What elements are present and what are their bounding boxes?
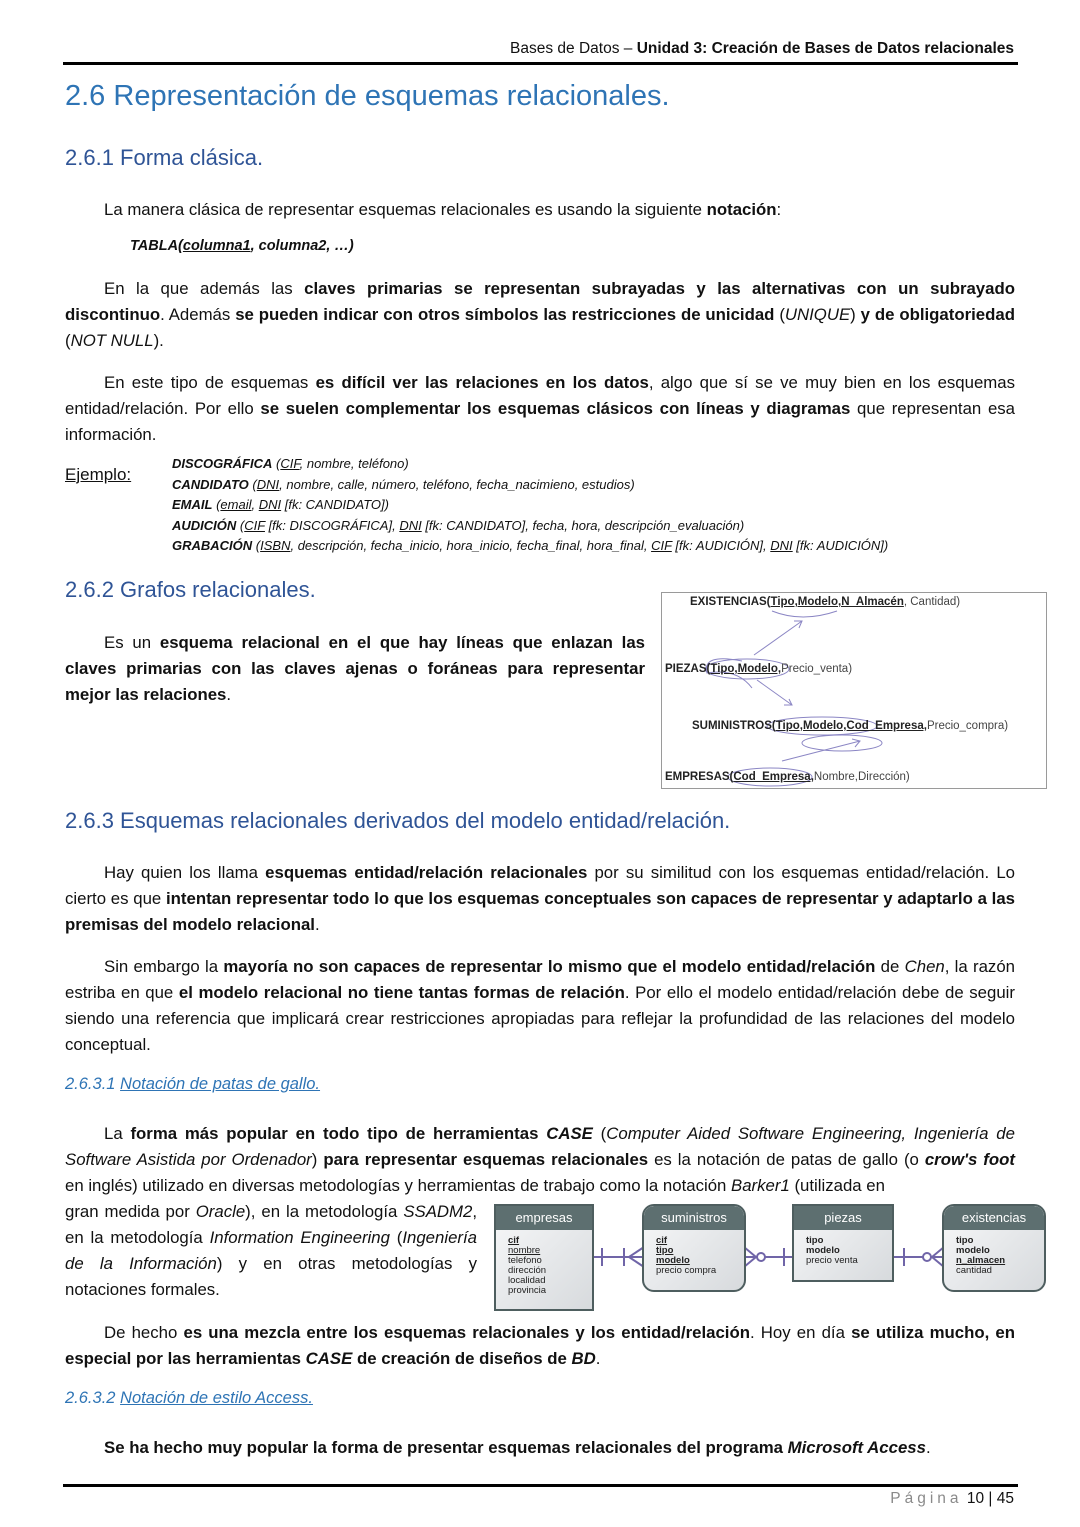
text-bold: se suelen complementar los esquemas clásicos con líneas y diagramas (260, 399, 851, 418)
text: ( (248, 476, 257, 492)
text-bold: el modelo relacional no tiene tantas formas de relación (178, 983, 625, 1002)
entity-key-field: tipo (956, 1235, 974, 1246)
notation-formula (130, 238, 354, 254)
text: (utilizada en (789, 1176, 885, 1195)
entity-field: precio compra (656, 1265, 717, 1276)
example-line (172, 454, 888, 475)
paragraph-notation-intro (65, 197, 1015, 223)
example-key: ISBN (260, 538, 291, 554)
text: Precio_compra) (926, 720, 1009, 732)
entity-piezas (792, 1204, 894, 1282)
text-bold: esquemas entidad/relación relacionales (265, 863, 588, 882)
text: , nombre, teléfono) (299, 456, 409, 471)
entity-key-field: modelo (806, 1245, 840, 1256)
heading-link[interactable]: Notación de estilo Access. (120, 1389, 313, 1407)
text-bold: notación (706, 200, 777, 219)
text: En la que además las (104, 279, 305, 298)
entity-key-field: cif (656, 1235, 668, 1246)
example-key: email (220, 497, 252, 513)
example-line (172, 475, 888, 496)
text: ( (65, 331, 71, 350)
entity-field: telefono (508, 1255, 542, 1266)
text: . Hoy en día (749, 1323, 852, 1342)
example-table: GRABACIÓN (172, 538, 253, 554)
entity-fields (944, 1230, 1044, 1276)
page-label: Página (890, 1490, 963, 1507)
formula-rest: , columna2, …) (250, 238, 354, 254)
header-rule (63, 62, 1018, 65)
text-italic: Chen (904, 957, 945, 976)
header-unit: Unidad 3: Creación de Bases de Datos relacionales (636, 40, 1014, 57)
text: PIEZAS( (665, 663, 711, 675)
text-bold-italic: CASE (305, 1349, 353, 1368)
text: [fk: AUDICIÓN], (671, 538, 771, 554)
entity-title: empresas (496, 1206, 592, 1230)
subsection-title-forma-clasica: 2.6.1 Forma clásica. (65, 145, 264, 170)
entity-key-field: tipo (806, 1235, 824, 1246)
entity-field: nombre (508, 1245, 541, 1256)
text: [fk: CANDIDATO], fecha, hora, descripción_evaluación) (421, 517, 745, 533)
text: . (595, 1349, 601, 1368)
subsection-title-er-derived: 2.6.3 Esquemas relacionales derivados del modelo entidad/relación. (65, 808, 731, 833)
entity-field: precio venta (806, 1255, 858, 1266)
example-key: DNI (770, 538, 793, 554)
graph-existencias (690, 596, 960, 608)
text: . (314, 915, 320, 934)
text: . (925, 1438, 931, 1457)
page-footer (890, 1490, 1014, 1508)
graph-keys: Tipo,Modelo,Cod_Empresa, (775, 720, 927, 732)
entity-key-field: cif (508, 1235, 520, 1246)
example-key: DNI (258, 497, 282, 513)
entity-title: suministros (644, 1206, 744, 1230)
text: En este tipo de esquemas (104, 373, 316, 392)
text: Nombre,Dirección) (813, 771, 910, 783)
entity-key-field: modelo (656, 1255, 690, 1266)
text-bold: claves primarias se representan subrayadas y las alternativas con un subrayado discontinuo (65, 279, 1015, 324)
paragraph-grafos (65, 630, 645, 708)
example-line (172, 536, 888, 557)
entity-field: dirección (508, 1265, 547, 1276)
entity-empresas (494, 1204, 594, 1311)
heading-link[interactable]: Notación de patas de gallo. (120, 1075, 321, 1093)
text: que representan esa información. (65, 399, 1015, 444)
example-table: AUDICIÓN (172, 517, 237, 533)
text: [fk: AUDICIÓN]) (792, 538, 889, 554)
page-total: 45 (996, 1490, 1014, 1507)
text: Es un (104, 633, 160, 652)
example-table: CANDIDATO (172, 476, 249, 492)
text: , en la metodología (65, 1202, 477, 1247)
paragraph-relations (65, 370, 1015, 448)
text-bold: y de obligatoriedad (860, 305, 1015, 324)
text: EMPRESAS( (665, 771, 734, 783)
graph-piezas (665, 663, 852, 675)
entity-key-field: n_almacen (956, 1255, 1006, 1266)
text: ). (153, 331, 164, 350)
text-bold-italic: crow's foot (924, 1150, 1015, 1169)
graph-arrows (662, 593, 1046, 788)
graph-keys: Tipo,Modelo,N_Almacén (770, 596, 904, 608)
text: Hay quien los llama (104, 863, 266, 882)
text: , algo que sí se ve muy bien en los esquemas entidad/relación. Por ello (65, 373, 1015, 418)
text: ) (850, 305, 861, 324)
subsection-title-grafos: 2.6.2 Grafos relacionales. (65, 577, 316, 602)
graph-suministros (692, 720, 1008, 732)
text-italic: SSADM2 (403, 1202, 473, 1221)
text: La (104, 1124, 131, 1143)
text: ), en la metodología (245, 1202, 404, 1221)
text: ( (252, 538, 261, 554)
formula-table: TABLA( (130, 238, 183, 254)
entity-existencias (942, 1204, 1046, 1292)
example-key: DNI (399, 517, 422, 533)
subsubsection-title-patas-gallo[interactable] (65, 1075, 320, 1094)
text-bold: mayoría no son capaces de representar lo mismo que el modelo entidad/relación (223, 957, 876, 976)
relational-graph-figure (661, 592, 1047, 789)
example-line (172, 516, 888, 537)
text-bold-italic: BD (571, 1349, 596, 1368)
graph-keys: Cod_Empresa, (733, 771, 814, 783)
text-bold: forma más popular en todo tipo de herramientas (130, 1124, 547, 1143)
text: Sin embargo la (104, 957, 224, 976)
example-key: DNI (256, 476, 280, 492)
section-title: 2.6 Representación de esquemas relacionales. (65, 80, 670, 112)
entity-fields (644, 1230, 744, 1276)
text: por su similitud con los esquemas entidad/relación. Lo cierto es que (65, 863, 1016, 908)
text: Precio_venta) (781, 663, 853, 675)
example-label: Ejemplo: (65, 465, 132, 484)
text: gran medida por (65, 1202, 196, 1221)
text-bold: esquema relacional en el que hay líneas que enlazan las claves primarias con las claves ajenas o foráneas para representar mejor las relaciones (65, 633, 645, 704)
subsubsection-title-access[interactable] (65, 1389, 313, 1408)
entity-field: localidad (508, 1275, 546, 1286)
paragraph-chen (65, 954, 1015, 1058)
entity-key-field: tipo (656, 1245, 674, 1256)
text-italic: NOT NULL (70, 331, 154, 350)
page-separator: | (984, 1490, 997, 1507)
paragraph-crows-foot-cont (65, 1199, 477, 1303)
text: , Cantidad) (903, 596, 961, 608)
example-key: CIF (280, 456, 300, 471)
entity-fields (794, 1230, 892, 1266)
page-number: 10 (966, 1490, 985, 1507)
entity-title: piezas (794, 1206, 892, 1230)
entity-title: existencias (944, 1206, 1044, 1230)
text: EXISTENCIAS( (690, 596, 771, 608)
text: ( (389, 1228, 403, 1247)
example-key: CIF (244, 517, 265, 533)
header-course: Bases de Datos – (510, 40, 637, 57)
example-list (172, 454, 888, 557)
text-bold: para representar esquemas relacionales (323, 1150, 649, 1169)
text-bold: Se ha hecho muy popular la forma de presentar esquemas relacionales del programa (104, 1438, 788, 1457)
text: ( (774, 305, 785, 324)
text: De hecho (104, 1323, 184, 1342)
running-header (510, 40, 1014, 58)
text-italic: Information Engineering (209, 1228, 390, 1247)
text: en inglés) utilizado en diversas metodologías y herramientas de trabajo como la notación (65, 1176, 732, 1195)
footer-rule (63, 1484, 1018, 1487)
text: . (226, 685, 232, 704)
text: . Además (160, 305, 236, 324)
heading-number: 2.6.3.2 (65, 1389, 121, 1407)
text: : (776, 200, 782, 219)
example-table: DISCOGRÁFICA (172, 456, 273, 471)
example-key: CIF (651, 538, 672, 554)
text: ( (592, 1124, 607, 1143)
formula-key: columna1 (182, 238, 251, 254)
text-italic: Computer Aided Software Engineering, Ingeniería de Software Asistida por Ordenador (65, 1124, 1015, 1169)
text: ) (311, 1150, 324, 1169)
text: de (875, 957, 905, 976)
text: [fk: CANDIDATO]) (281, 497, 389, 513)
heading-number: 2.6.3.1 (65, 1075, 121, 1093)
text-bold: intentan representar todo lo que los esquemas conceptuales son capaces de representar y adaptarlo a las premisas del modelo relacional (65, 889, 1015, 934)
text-italic: Ingeniería de la Información (65, 1228, 477, 1273)
text-bold-italic: Microsoft Access (787, 1438, 926, 1457)
text-italic: Oracle (195, 1202, 246, 1221)
text: , (251, 497, 259, 513)
text: SUMINISTROS( (692, 720, 776, 732)
entity-fields (496, 1230, 592, 1296)
graph-empresas (665, 771, 910, 783)
paragraph-access (65, 1435, 1015, 1461)
text: . Por ello el modelo entidad/relación debe de seguir siendo una referencia que implicará crear restricciones apropiadas para reflejar la profundidad de las relaciones del modelo conceptual. (65, 983, 1015, 1054)
text-bold: es una mezcla entre los esquemas relacionales y los entidad/relación (183, 1323, 750, 1342)
entity-suministros (642, 1204, 746, 1292)
text: ( (212, 497, 221, 513)
entity-key-field: modelo (956, 1245, 990, 1256)
example-line (172, 495, 888, 516)
entity-field: cantidad (956, 1265, 992, 1276)
text-italic: Barker1 (731, 1176, 790, 1195)
text-bold: es difícil ver las relaciones en los datos (315, 373, 649, 392)
text-bold: se utiliza mucho, en especial por las herramientas (65, 1323, 1015, 1368)
text-bold-italic: CASE (546, 1124, 593, 1143)
text: es la notación de patas de gallo (o (648, 1150, 925, 1169)
text-bold: se pueden indicar con otros símbolos las restricciones de unicidad (235, 305, 775, 324)
text: ( (236, 517, 245, 533)
text: , la razón estriba en que (65, 957, 1015, 1002)
text: [fk: DISCOGRÁFICA], (264, 517, 400, 533)
paragraph-crows-foot (65, 1121, 1015, 1199)
text: ( (272, 456, 281, 471)
text: La manera clásica de representar esquemas relacionales es usando la siguiente (104, 200, 707, 219)
entity-field: provincia (508, 1285, 547, 1296)
text-bold: de creación de diseños de (352, 1349, 572, 1368)
crows-foot-diagram (494, 1202, 1049, 1312)
text: ) y en otras metodologías y notaciones formales. (65, 1254, 477, 1299)
paragraph-er-relacionales (65, 860, 1015, 938)
text: , descripción, fecha_inicio, hora_inicio, fecha_final, hora_final, (290, 538, 652, 554)
paragraph-mezcla (65, 1320, 1015, 1372)
text: , nombre, calle, número, teléfono, fecha_nacimieno, estudios) (279, 476, 635, 492)
graph-keys: Tipo,Modelo, (710, 663, 782, 675)
text-italic: UNIQUE (784, 305, 851, 324)
example-table: EMAIL (172, 497, 213, 513)
paragraph-keys (65, 276, 1015, 354)
